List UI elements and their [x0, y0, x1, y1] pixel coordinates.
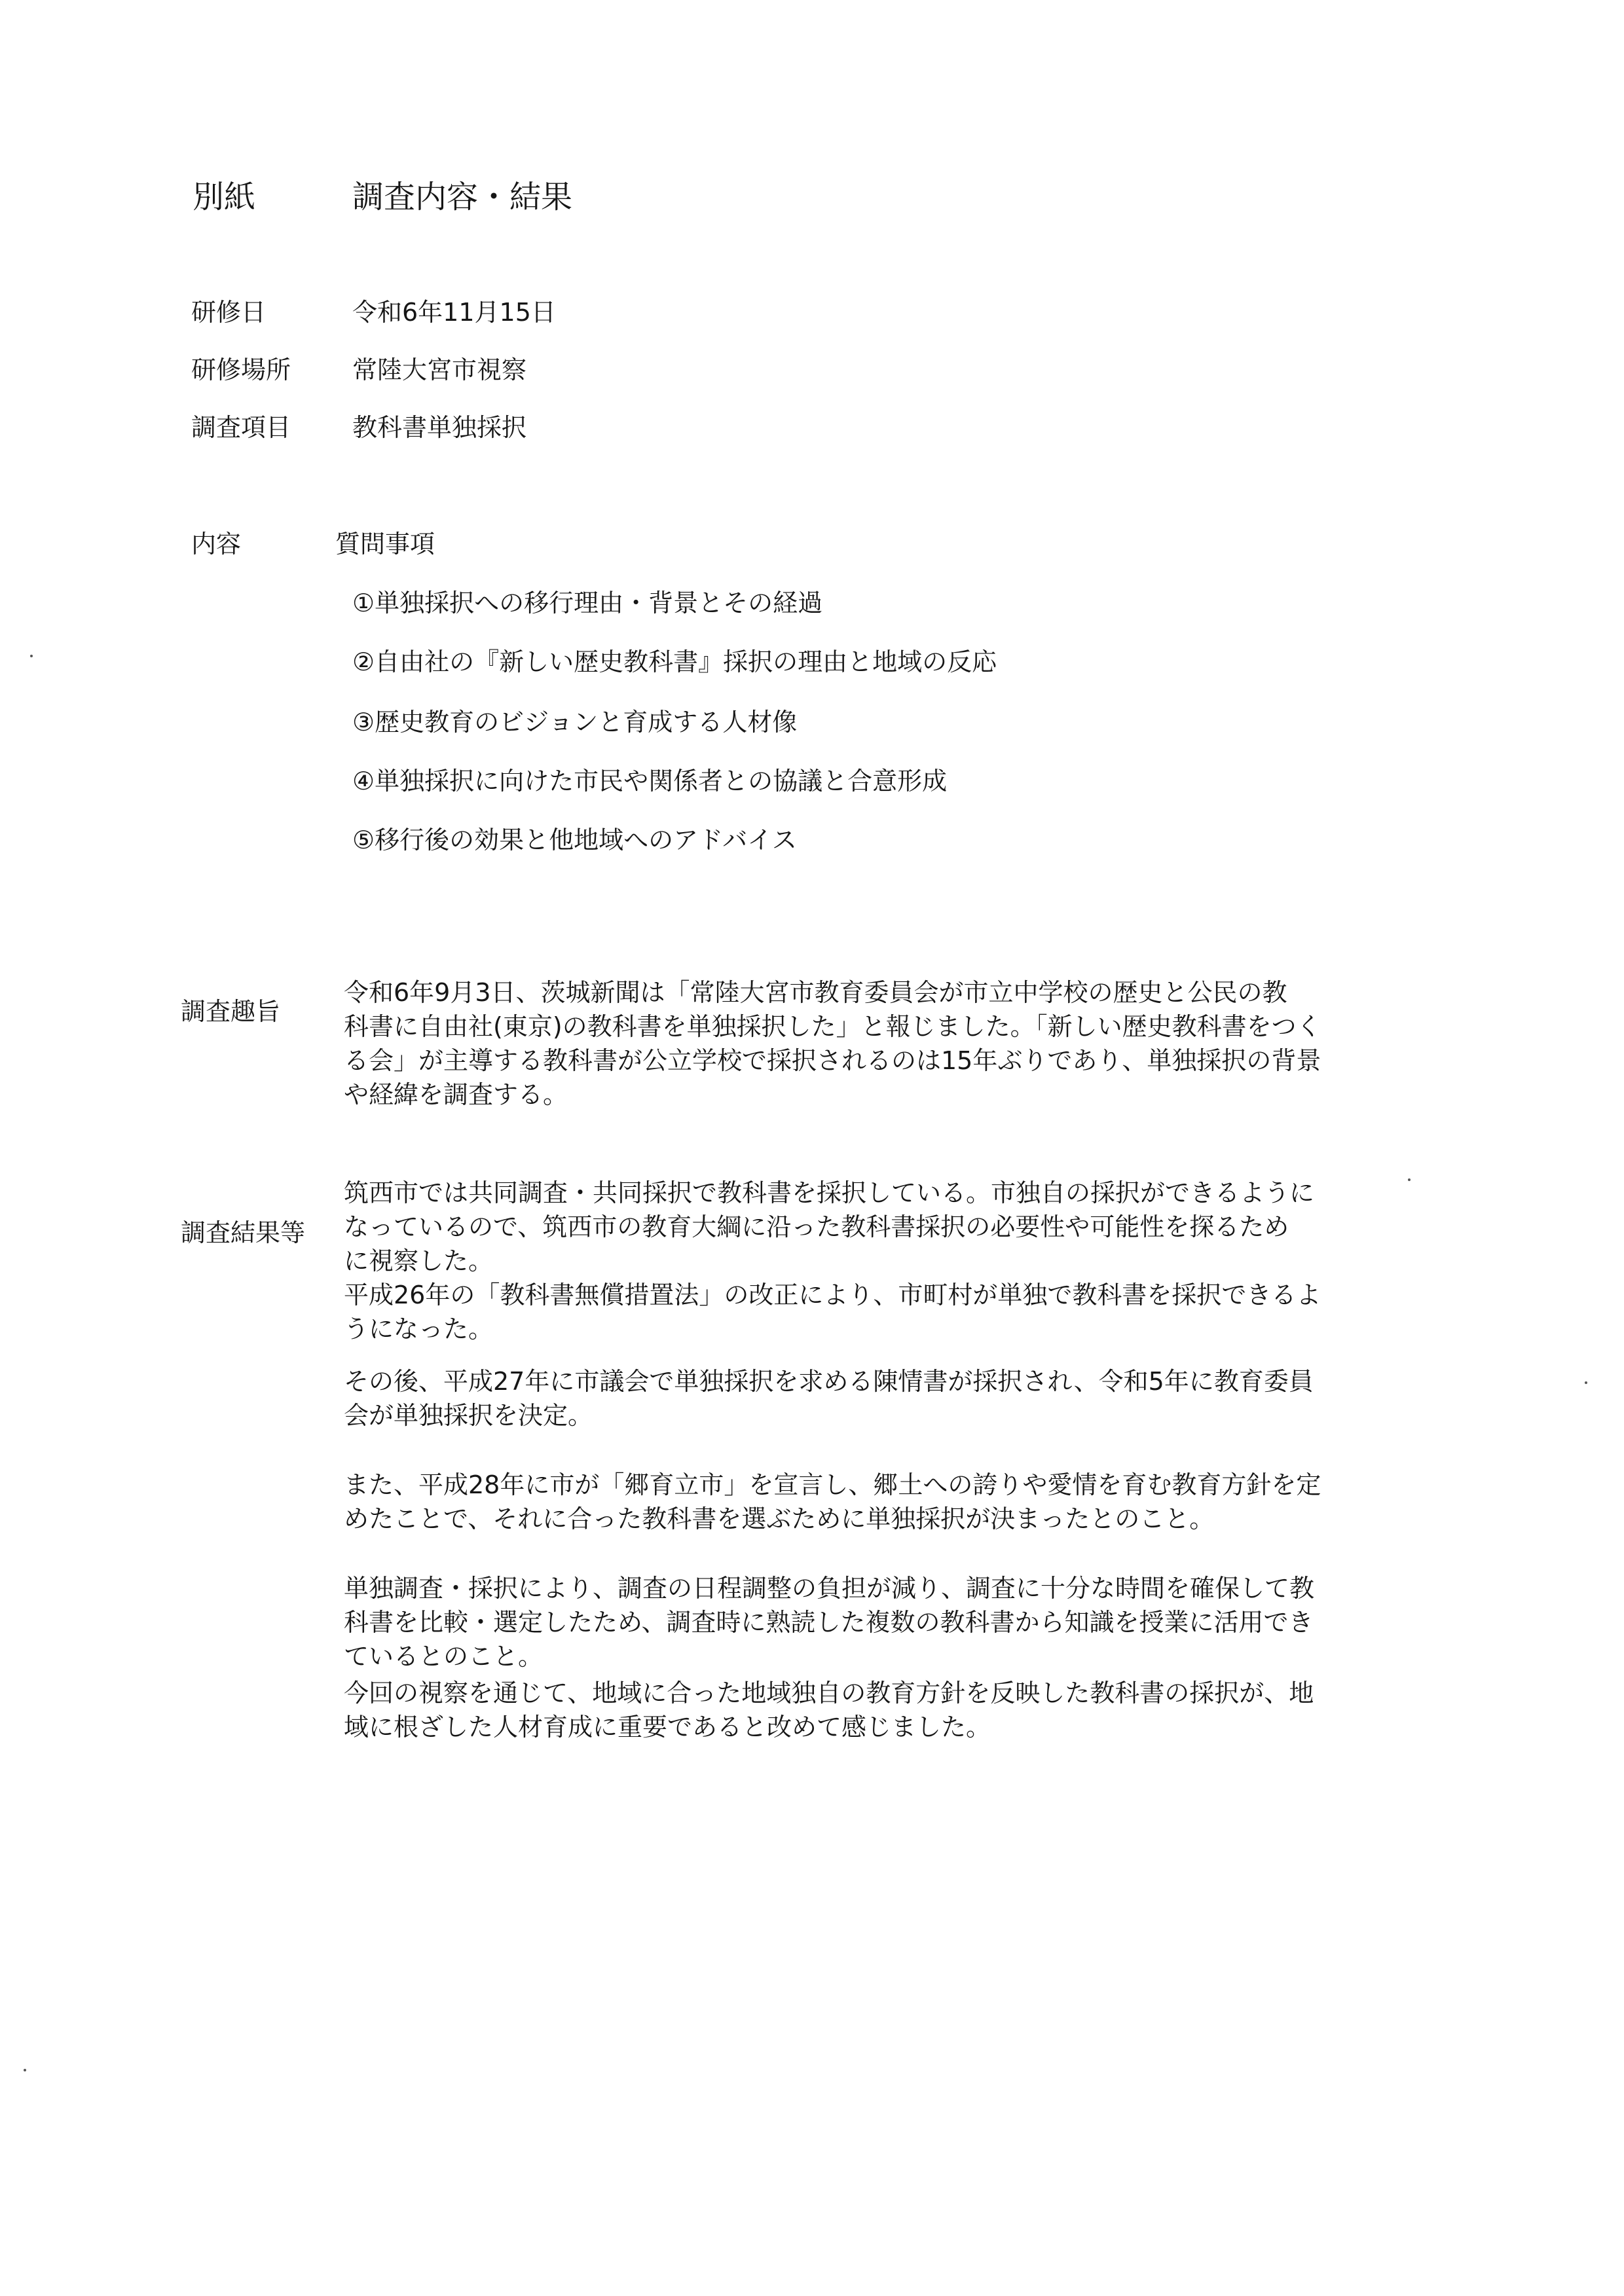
training-date-label: 研修日 — [191, 298, 267, 327]
question-item: ①単独採択への移行理由・背景とその経過 — [352, 589, 823, 617]
purpose-line: や経緯を調査する。 — [344, 1080, 568, 1109]
page-title: 調査内容・結果 — [352, 179, 573, 215]
results-line: 科書を比較・選定したため、調査時に熟読した複数の教科書から知識を授業に活用でき — [344, 1608, 1314, 1637]
results-line: 域に根ざした人材育成に重要であると改めて感じました。 — [344, 1713, 991, 1741]
purpose-line: 令和6年9月3日、茨城新聞は「常陸大宮市教育委員会が市立中学校の歴史と公民の教 — [344, 978, 1287, 1007]
results-paragraph — [344, 1676, 1431, 1744]
results-line: に視察した。 — [344, 1247, 494, 1275]
results-paragraph — [344, 1176, 1431, 1346]
results-line: 今回の視察を通じて、地域に合った地域独自の教育方針を反映した教科書の採択が、地 — [344, 1679, 1314, 1707]
scan-speck — [1585, 1381, 1587, 1384]
question-item: ⑤移行後の効果と他地域へのアドバイス — [352, 826, 797, 854]
purpose-label: 調査趣旨 — [181, 997, 281, 1026]
question-item: ④単独採択に向けた市民や関係者との協議と合意形成 — [352, 767, 948, 795]
training-place-value: 常陸大宮市視察 — [352, 355, 527, 384]
purpose-line: 科書に自由社(東京)の教科書を単独採択した」と報じました。「新しい歴史教科書をつく — [344, 1012, 1321, 1041]
question-item: ③歴史教育のビジョンと育成する人材像 — [352, 708, 798, 737]
training-place-label: 研修場所 — [191, 355, 291, 384]
survey-item-value: 教科書単独採択 — [352, 413, 527, 442]
results-line: その後、平成27年に市議会で単独採択を求める陳情書が採択され、令和5年に教育委員 — [344, 1367, 1314, 1396]
results-line: 平成26年の「教科書無償措置法」の改正により、市町村が単独で教科書を採択できるよ — [344, 1281, 1321, 1309]
scan-speck — [30, 655, 33, 657]
question-item: ②自由社の『新しい歴史教科書』採択の理由と地域の反応 — [352, 647, 997, 676]
training-date-value: 令和6年11月15日 — [352, 298, 556, 327]
purpose-paragraph — [344, 975, 1431, 1112]
results-label: 調査結果等 — [181, 1218, 306, 1247]
results-paragraph — [344, 1364, 1431, 1432]
results-line: うになった。 — [344, 1315, 494, 1343]
results-paragraph — [344, 1571, 1431, 1673]
results-line: 会が単独採択を決定。 — [344, 1401, 593, 1430]
purpose-line: る会」が主導する教科書が公立学校で採択されるのは15年ぶりであり、単独採択の背景 — [344, 1046, 1321, 1075]
results-line: 単独調査・採択により、調査の日程調整の負担が減り、調査に十分な時間を確保して教 — [344, 1574, 1315, 1603]
results-paragraph — [344, 1468, 1431, 1536]
results-line: なっているので、筑西市の教育大綱に沿った教科書採択の必要性や可能性を探るため — [344, 1212, 1289, 1241]
questions-heading: 質問事項 — [335, 530, 435, 558]
content-label: 内容 — [191, 530, 242, 558]
survey-item-label: 調査項目 — [191, 413, 291, 442]
attachment-label: 別紙 — [193, 179, 256, 215]
scan-speck — [1408, 1178, 1411, 1181]
results-line: めたことで、それに合った教科書を選ぶために単独採択が決まったとのこと。 — [344, 1504, 1215, 1533]
results-line: 筑西市では共同調査・共同採択で教科書を採択している。市独自の採択ができるように — [344, 1178, 1315, 1207]
results-line: ているとのこと。 — [344, 1642, 544, 1671]
scan-speck — [24, 2069, 26, 2071]
results-line: また、平成28年に市が「郷育立市」を宣言し、郷土への誇りや愛情を育む教育方針を定 — [344, 1470, 1321, 1499]
